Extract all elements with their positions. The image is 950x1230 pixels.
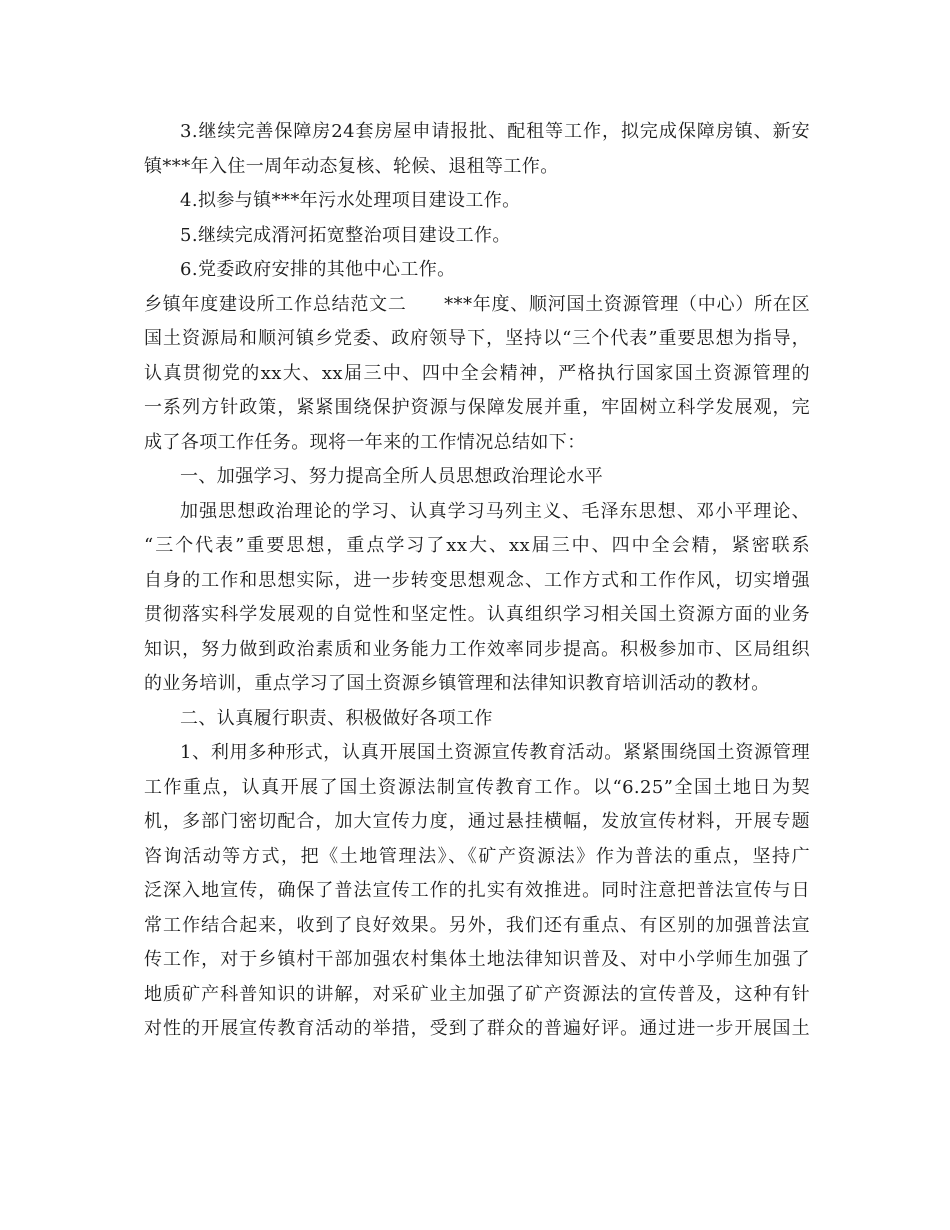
document-body [144,115,810,1047]
text-line: 成了各项工作任务。现将一年来的工作情况总结如下： [144,431,586,453]
text-line: 认真贯彻党的xx大、xx届三中、四中全会精神，严格执行国家国土资源管理的 [144,362,810,384]
text-line: “三个代表”重要思想，重点学习了xx大、xx届三中、四中全会精，紧密联系 [144,535,810,556]
text-line: 咨询活动等方式，把《土地管理法》、《矿产资源法》作为普法的重点，坚持广 [144,845,810,867]
text-line: 二、认真履行职责、积极做好各项工作 [180,707,493,729]
text-line: 传工作，对于乡镇村干部加强农村集体土地法律知识普及、对中小学师生加强了 [144,949,810,970]
text-line: 3.继续完善保障房24套房屋申请报批、配租等工作，拟完成保障房镇、新安 [180,121,810,142]
text-line: 自身的工作和思想实际，进一步转变思想观念、工作方式和工作作风，切实增强 [144,569,810,591]
text-line: 一、加强学习、努力提高全所人员思想政治理论水平 [180,466,604,487]
text-line: 加强思想政治理论的学习、认真学习马列主义、毛泽东思想、邓小平理论、 [180,500,810,522]
text-line: 1、利用多种形式，认真开展国土资源宣传教育活动。紧紧围绕国土资源管理 [180,742,810,763]
text-line: 6.党委政府安排的其他中心工作。 [180,259,456,280]
text-line: 4.拟参与镇***年污水处理项目建设工作。 [180,190,521,211]
text-line: 贯彻落实科学发展观的自觉性和坚定性。认真组织学习相关国土资源方面的业务 [144,604,810,625]
text-line: 常工作结合起来，收到了良好效果。另外，我们还有重点、有区别的加强普法宣 [144,914,810,936]
text-line: 对性的开展宣传教育活动的举措，受到了群众的普遍好评。通过进一步开展国土 [144,1018,810,1039]
text-line: 5.继续完成湑河拓宽整治项目建设工作。 [180,224,511,246]
text-line: 国土资源局和顺河镇乡党委、政府领导下，坚持以“三个代表”重要思想为指导， [144,328,810,349]
text-line: 知识，努力做到政治素质和业务能力工作效率同步提高。积极参加市、区局组织 [144,638,810,660]
text-line: 一系列方针政策，紧紧围绕保护资源与保障发展并重，牢固树立科学发展观，完 [144,397,810,418]
text-line: 机，多部门密切配合，加大宣传力度，通过悬挂横幅，发放宣传材料，开展专题 [144,811,810,832]
text-line: 地质矿产科普知识的讲解，对采矿业主加强了矿产资源法的宣传普及，这种有针 [144,983,810,1005]
text-line: 乡镇年度建设所工作总结范文二 ***年度、顺河国土资源管理（中心）所在区 [144,293,810,315]
text-line: 泛深入地宣传，确保了普法宣传工作的扎实有效推进。同时注意把普法宣传与日 [144,880,810,901]
text-line: 的业务培训，重点学习了国土资源乡镇管理和法律知识教育培训活动的教材。 [144,673,770,694]
text-line: 工作重点，认真开展了国土资源法制宣传教育工作。以“6.25”全国土地日为契 [144,776,810,798]
text-line: 镇***年入住一周年动态复核、轮候、退租等工作。 [144,155,559,177]
